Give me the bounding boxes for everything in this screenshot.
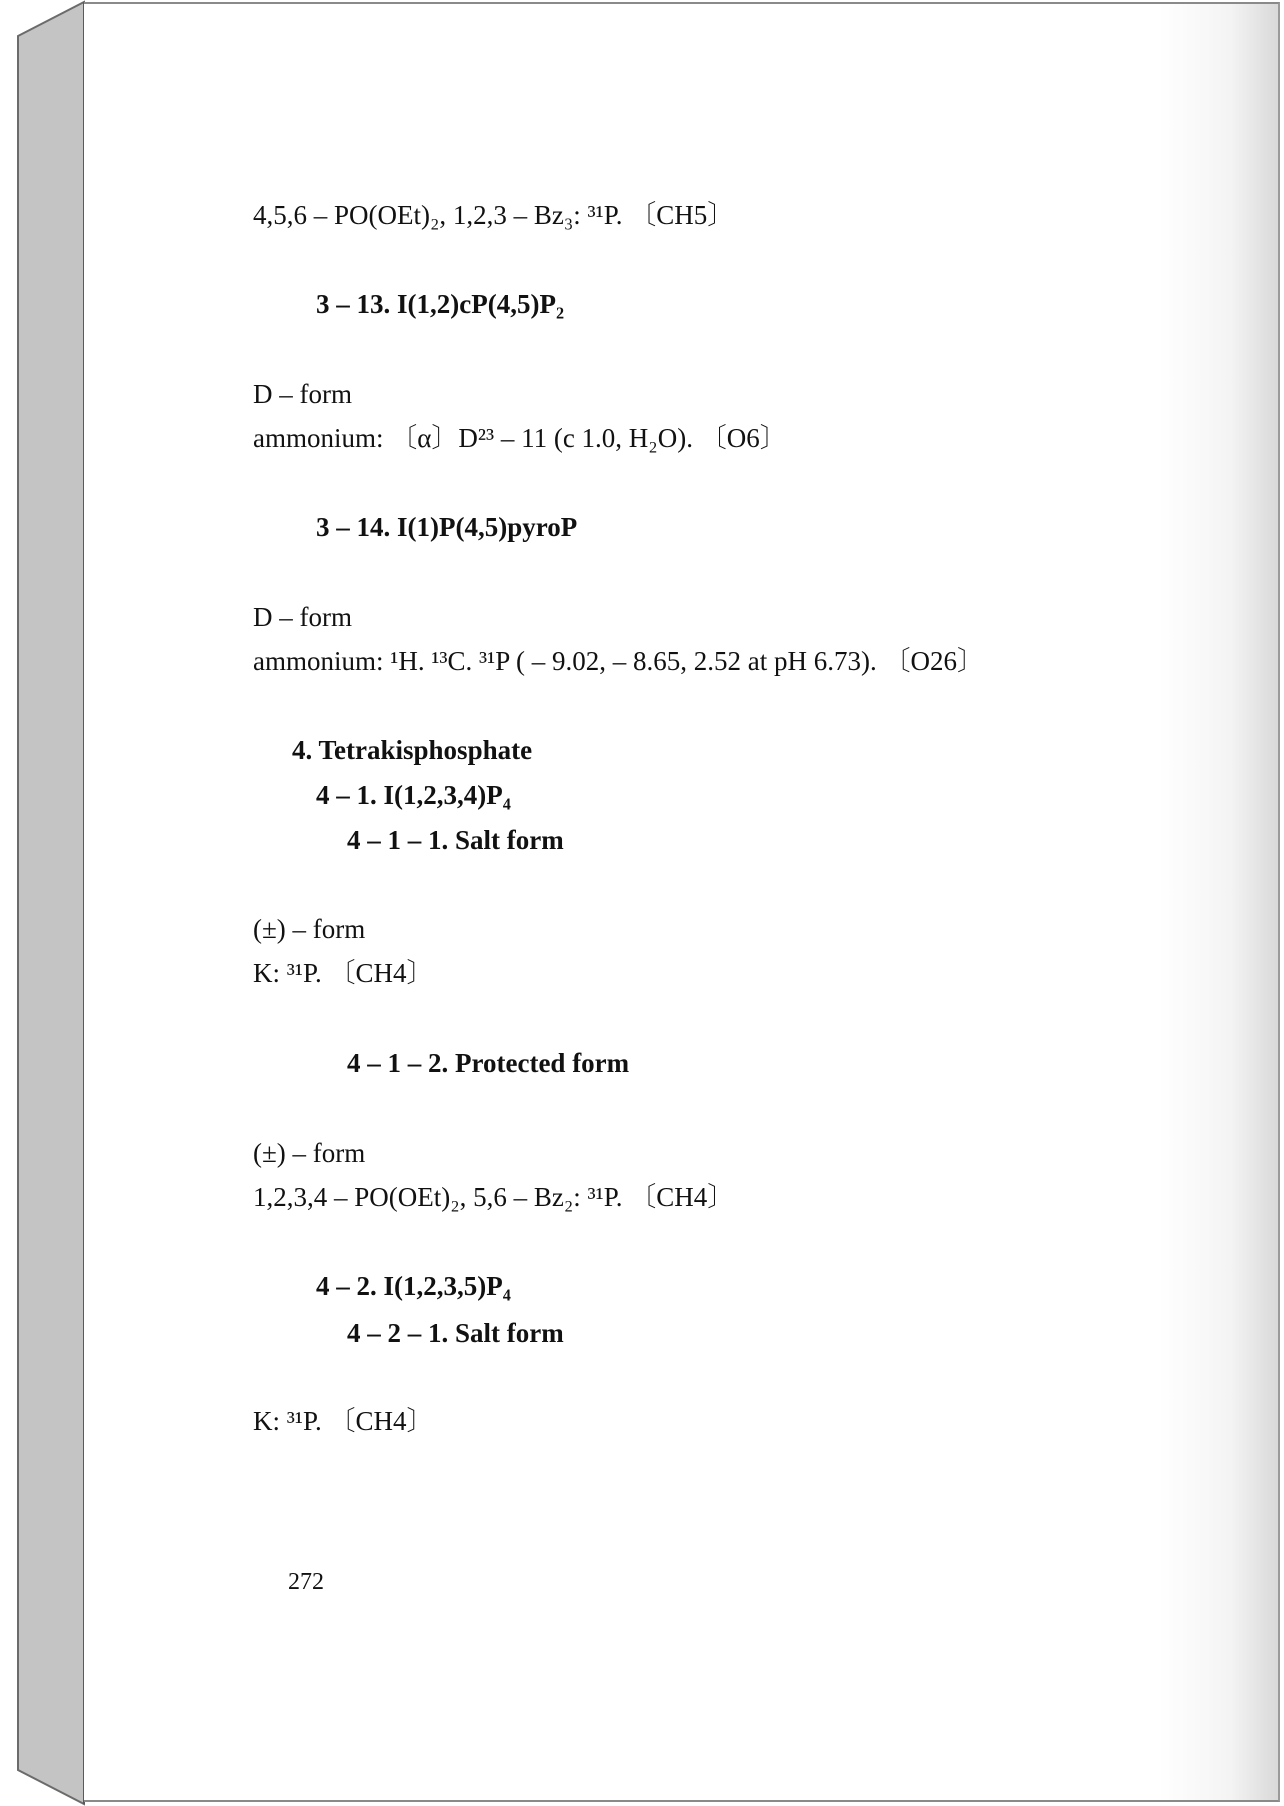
text-line-d-form-2: D – form [253, 602, 352, 632]
heading-4-2: 4 – 2. I(1,2,3,5)P₄ [316, 1271, 511, 1301]
text-line-racemic-form-2: (±) – form [253, 1138, 366, 1168]
book-spine [0, 0, 90, 1806]
heading-4-1-2: 4 – 1 – 2. Protected form [347, 1048, 630, 1078]
text-line-potassium-2: K: ³¹P. 〔CH4〕 [253, 1406, 434, 1436]
text-line-racemic-form-1: (±) – form [253, 914, 366, 944]
heading-4-1: 4 – 1. I(1,2,3,4)P₄ [316, 780, 511, 810]
page-number: 272 [288, 1569, 324, 1595]
document-page [84, 2, 1280, 1802]
text-line-protected-tris: 4,5,6 – PO(OEt)₂, 1,2,3 – Bz₃: ³¹P. 〔CH5〕 [253, 200, 735, 230]
text-line-protected-tetrakis: 1,2,3,4 – PO(OEt)₂, 5,6 – Bz₂: ³¹P. 〔CH4〕 [253, 1182, 735, 1212]
text-line-ammonium-rotation: ammonium: 〔α〕D²³ – 11 (c 1.0, H₂O). 〔O6〕 [253, 423, 787, 453]
text-line-ammonium-nmr: ammonium: ¹H. ¹³C. ³¹P ( – 9.02, – 8.65, 2.52 at pH 6.73). 〔O26〕 [253, 646, 984, 676]
heading-4-2-1: 4 – 2 – 1. Salt form [347, 1318, 564, 1348]
heading-3-14: 3 – 14. I(1)P(4,5)pyroP [316, 512, 578, 542]
heading-4-1-1: 4 – 1 – 1. Salt form [347, 825, 564, 855]
text-line-potassium-1: K: ³¹P. 〔CH4〕 [253, 958, 434, 988]
heading-3-13: 3 – 13. I(1,2)cP(4,5)P₂ [316, 289, 565, 319]
heading-4-tetrakisphosphate: 4. Tetrakisphosphate [292, 735, 533, 765]
text-line-d-form-1: D – form [253, 379, 352, 409]
